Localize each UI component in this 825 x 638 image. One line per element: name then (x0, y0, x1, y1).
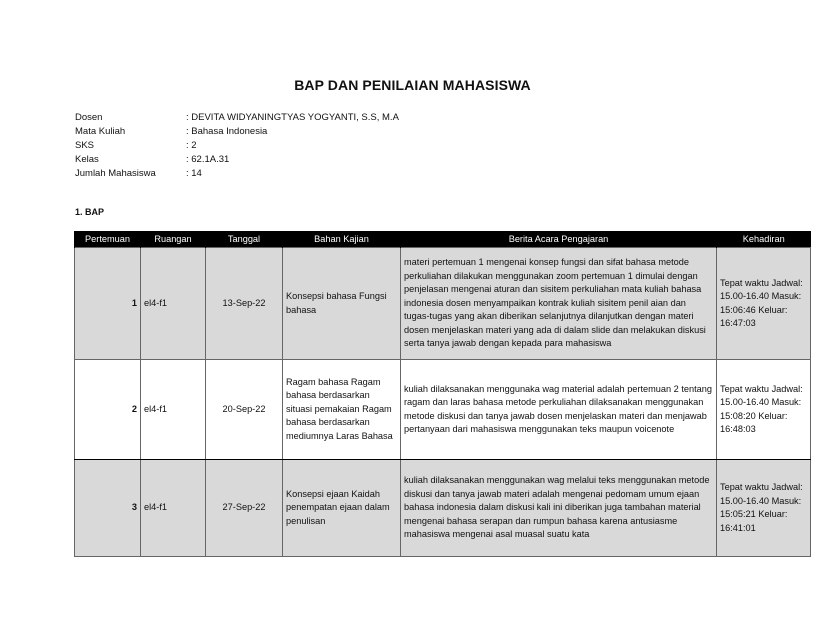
info-value: : DEVITA WIDYANINGTYAS YOGYANTI, S.S, M.A (186, 112, 399, 123)
header-ruangan: Ruangan (141, 231, 206, 248)
info-value: : 14 (186, 168, 202, 179)
cell-pertemuan: 1 (75, 248, 141, 360)
header-pertemuan: Pertemuan (75, 231, 141, 248)
cell-ruangan: el4-f1 (141, 460, 206, 557)
cell-bahan-kajian: Konsepsi bahasa Fungsi bahasa (283, 248, 401, 360)
info-row-dosen (75, 111, 399, 125)
info-label: Mata Kuliah (75, 126, 126, 137)
header-kehadiran: Kehadiran (717, 231, 811, 248)
section-heading-bap: 1. BAP (75, 207, 105, 217)
page-title: BAP DAN PENILAIAN MAHASISWA (294, 77, 531, 93)
cell-ruangan: el4-f1 (141, 360, 206, 460)
info-label: Kelas (75, 154, 99, 165)
course-info (75, 111, 399, 181)
cell-berita-acara: materi pertemuan 1 mengenai konsep fungsi dan sifat bahasa metode perkuliahan dilakukan menggunakan zoom pertemuan 1 dimulai dengan penjelasan mengenai aturan dan sisitem perkuliahan mata kuliah bahasa indonesia dosen menyampaikan kontrak kuliah sisitem penil aian dan tugas-tugas yang akan diberikan selanjutnya dilanjutkan dengan materi dosen menjelaskan materi yang ada di dalam slide dan melakukan diskusi serta tanya jawab dengan kepada para mahasiswa (401, 248, 717, 360)
cell-tanggal: 13-Sep-22 (206, 248, 283, 360)
header-bahan-kajian: Bahan Kajian (283, 231, 401, 248)
cell-pertemuan: 2 (75, 360, 141, 460)
cell-bahan-kajian: Ragam bahasa Ragam bahasa berdasarkan situasi pemakaian Ragam bahasa berdasarkan mediumnya Laras Bahasa (283, 360, 401, 460)
info-label: Jumlah Mahasiswa (75, 168, 156, 179)
header-berita-acara: Berita Acara Pengajaran (401, 231, 717, 248)
header-tanggal: Tanggal (206, 231, 283, 248)
info-label: SKS (75, 140, 95, 151)
table-row (75, 360, 811, 460)
info-value: : 2 (186, 140, 197, 151)
cell-berita-acara: kuliah dilaksanakan menggunakan wag melalui teks menggunakan metode diskusi dan tanya jawab materi adalah mengenai pedomam umum ejaan bahasa indonesia dalam diskusi kali ini diberikan juga tambahan material mengenai bahasa serapan dan rumpun bahasa karena antusiasme mahasiswa mengenai asal muasal suatu kata (401, 460, 717, 557)
cell-bahan-kajian: Konsepsi ejaan Kaidah penempatan ejaan dalam penulisan (283, 460, 401, 557)
table-header-row (75, 231, 811, 248)
cell-tanggal: 20-Sep-22 (206, 360, 283, 460)
info-value: : Bahasa Indonesia (186, 126, 268, 137)
cell-ruangan: el4-f1 (141, 248, 206, 360)
table-row (75, 248, 811, 360)
info-row-mata-kuliah (75, 125, 399, 139)
info-label: Dosen (75, 112, 103, 123)
info-row-jumlah-mahasiswa (75, 167, 399, 181)
cell-kehadiran: Tepat waktu Jadwal: 15.00-16.40 Masuk: 15:06:46 Keluar: 16:47:03 (717, 248, 811, 360)
cell-berita-acara: kuliah dilaksanakan menggunaka wag material adalah pertemuan 2 tentang ragam dan laras bahasa metode perkuliahan dilaksanakan menggunakan metode diskusi dan tanya jawab dosen menjelaskan materi dan menjawab pertanyaan dari mahasiswa menggunakan teks maupun voicenote (401, 360, 717, 460)
cell-kehadiran: Tepat waktu Jadwal: 15.00-16.40 Masuk: 15:05:21 Keluar: 16:41:01 (717, 460, 811, 557)
bap-table (74, 231, 811, 557)
cell-tanggal: 27-Sep-22 (206, 460, 283, 557)
cell-kehadiran: Tepat waktu Jadwal: 15.00-16.40 Masuk: 15:08:20 Keluar: 16:48:03 (717, 360, 811, 460)
cell-pertemuan: 3 (75, 460, 141, 557)
table-row (75, 460, 811, 557)
info-value: : 62.1A.31 (186, 154, 230, 165)
info-row-kelas (75, 153, 399, 167)
info-row-sks (75, 139, 399, 153)
